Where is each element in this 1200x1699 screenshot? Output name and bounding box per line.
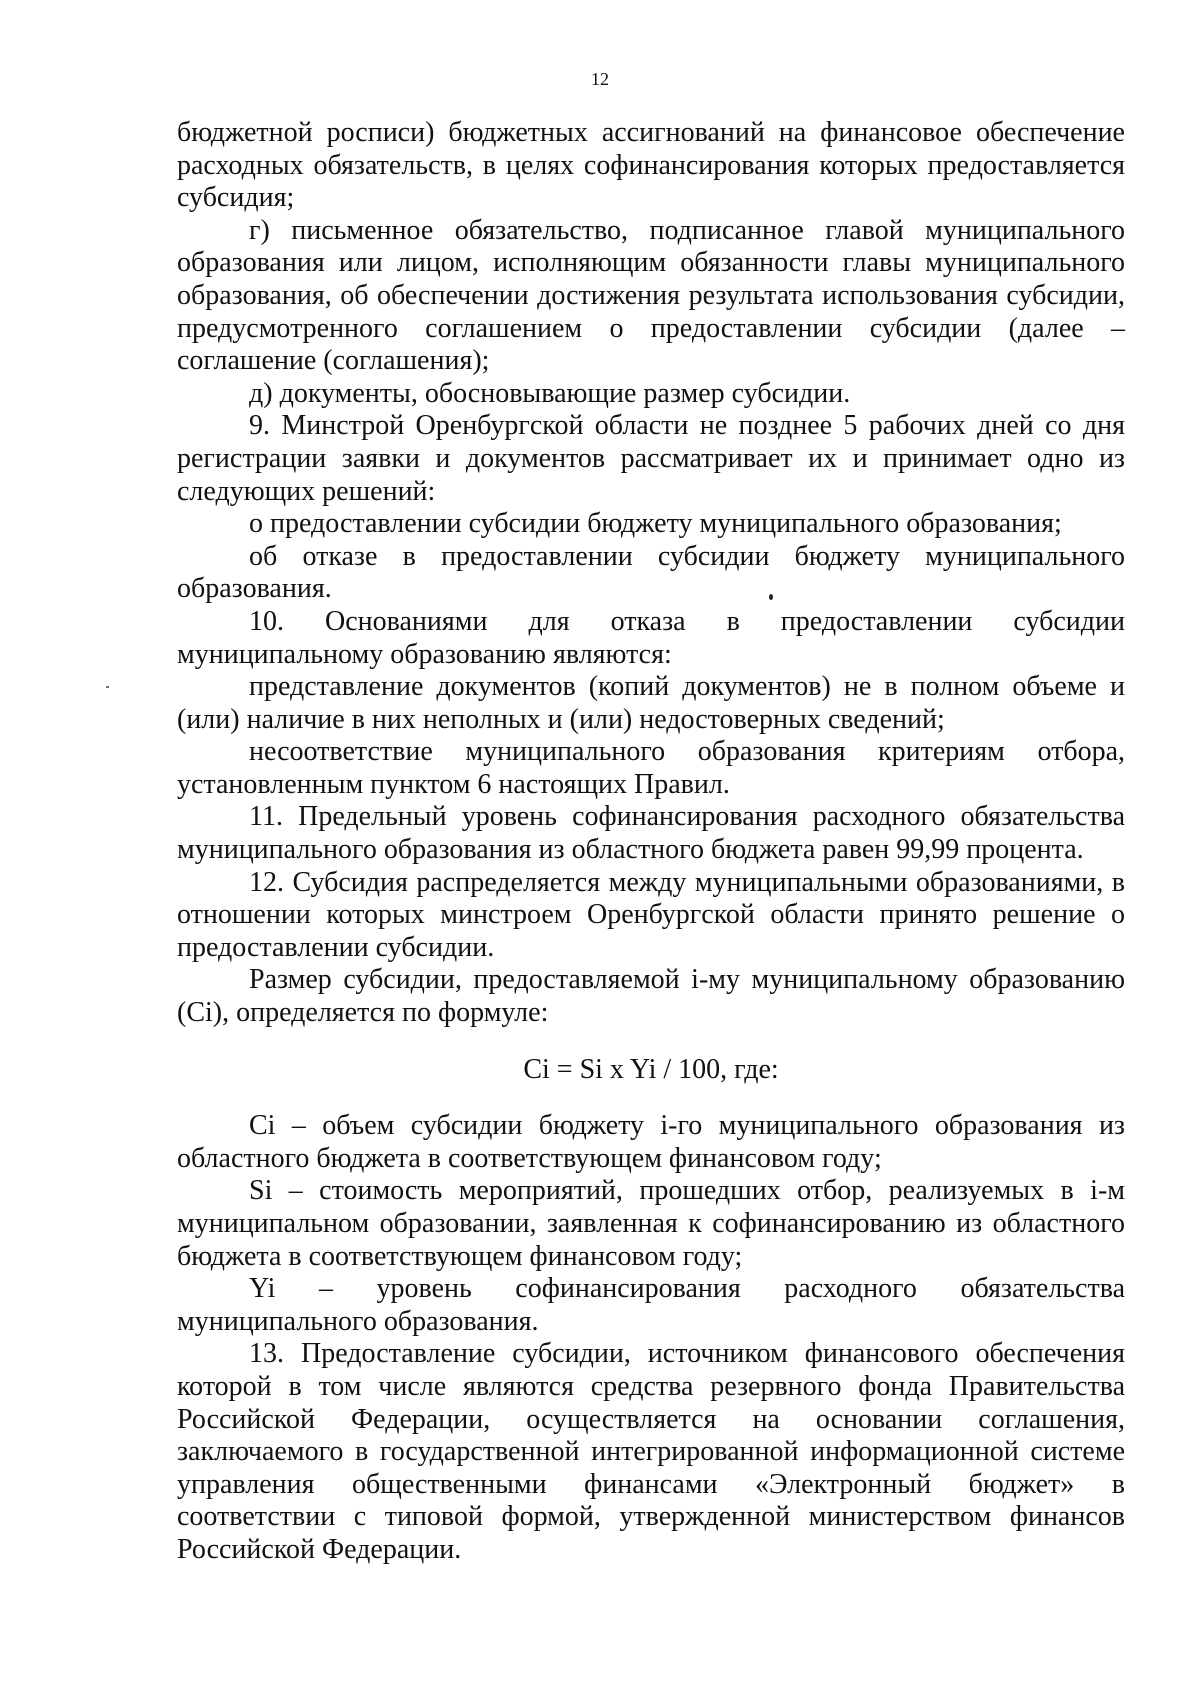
paragraph: д) документы, обосновывающие размер субсидии.	[249, 377, 851, 409]
paragraph-item-10: 10. Основаниями для отказа в предоставлении субсидии муниципальному образованию являются:	[177, 605, 1125, 670]
formula: Ci = Si x Yi / 100, где:	[523, 1053, 779, 1085]
paragraph-item-12: 12. Субсидия распределяется между муниципальными образованиями, в отношении которых минстроем Оренбургской области принято решение о предоставлении субсидии.	[177, 866, 1125, 963]
definition-si: Si – стоимость мероприятий, прошедших отбор, реализуемых в i-м муниципальном образовании, заявленная к софинансированию из областного бюджета в соответствующем финансовом году;	[177, 1175, 1125, 1272]
definition-yi: Yi – уровень софинансирования расходного обязательства муниципального образования.	[177, 1273, 1125, 1337]
scan-mark	[769, 594, 773, 600]
paragraph: несоответствие муниципального образования критериям отбора, установленным пунктом 6 настоящих Правил.	[177, 736, 1125, 800]
paragraph-item-11: 11. Предельный уровень софинансирования расходного обязательства муниципального образования из областного бюджета равен 99,99 процента.	[177, 801, 1125, 866]
paragraph-item-13: 13. Предоставление субсидии, источником финансового обеспечения которой в том числе являются средства резервного фонда Правительства Российской Федерации, осуществляется на основании соглашения, заключаемого в государственной интегрированной информационной системе управления общественными финансами «Электронный бюджет» в соответствии с типовой формой, утвержденной министерством финансов Российской Федерации.	[177, 1338, 1125, 1565]
definition-ci: Ci – объем субсидии бюджету i-го муниципального образования из областного бюджета в соответствующем финансовом году;	[177, 1110, 1125, 1174]
paragraph-item-9: 9. Минстрой Оренбургской области не позднее 5 рабочих дней со дня регистрации заявки и документов рассматривает их и принимает одно из следующих решений:	[177, 410, 1125, 507]
paragraph: г) письменное обязательство, подписанное главой муниципального образования или лицом, исполняющим обязанности главы муниципального образования, об обеспечении достижения результата использования субсидии, предусмотренного соглашением о предоставлении субсидии (далее – соглашение (соглашения);	[177, 214, 1125, 377]
paragraph: бюджетной росписи) бюджетных ассигнований на финансовое обеспечение расходных обязательств, в целях софинансирования которых предоставляется субсидия;	[177, 117, 1125, 214]
document-body	[177, 117, 1125, 1567]
paragraph: представление документов (копий документов) не в полном объеме и (или) наличие в них неполных и (или) недостоверных сведений;	[177, 671, 1125, 735]
paragraph: Размер субсидии, предоставляемой i-му муниципальному образованию (Ci), определяется по формуле:	[177, 964, 1125, 1029]
paragraph: о предоставлении субсидии бюджету муниципального образования;	[249, 508, 1062, 540]
paragraph: об отказе в предоставлении субсидии бюджету муниципального образования.	[177, 540, 1125, 605]
scan-speck	[106, 686, 109, 688]
page-number: 12	[591, 69, 609, 89]
